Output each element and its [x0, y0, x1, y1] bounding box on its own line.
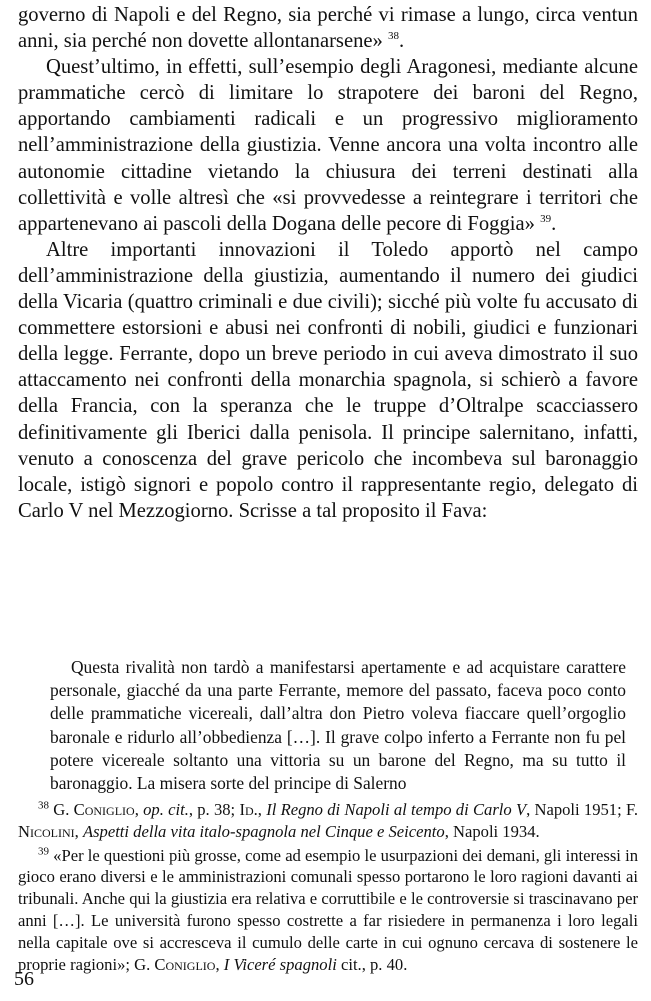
paragraph-1: governo di Napoli e del Regno, sia perché vi rimase a lungo, circa ventun anni, sia perché non dovette allontanarsene» $^{38}$.	[18, 4, 638, 53]
footnote-38: $^{38}$ G. Coniglio, op. cit., p. 38; Id., Il Regno di Napoli al tempo di Carlo V, Napoli 1951; F. Nicolini, Aspetti della vita italo-spagnola nel Cinque e Seicento, Napoli 1934.	[18, 799, 639, 841]
block-quote	[50, 656, 626, 795]
paragraph-3: Altre importanti innovazioni il Toledo apportò nel campo dell’amministrazione della giustizia, aumentando il numero dei giudici della Vicaria (quattro criminali e due civili); sicché più volte fu accusato di commettere estorsioni e abusi nei confronti di nobili, giudici e funzionari della legge. Ferrante, dopo un breve periodo in cui aveva dimostrato il suo attaccamento nei confronti della monarchia spagnola, si schierò a favore della Francia, con la speranza che le truppe d’Oltralpe scacciassero definitivamente gli Iberici dalla penisola. Il principe salernitano, infatti, venuto a conoscenza del grave pericolo che incombeva sul baronaggio locale, istigò signori e popolo contro il rappresentante regio, delegato di Carlo V nel Mezzogiorno. Scrisse a tal proposito il Fava:	[18, 238, 638, 522]
page-number: 56	[14, 968, 34, 990]
main-text	[18, 2, 638, 524]
paragraph-2: Quest’ultimo, in effetti, sull’esempio degli Aragonesi, mediante alcune prammatiche cercò di limitare lo strapotere dei baroni del Regno, apportando cambiamenti radicali e un progressivo miglioramento nell’amministrazione della giustizia. Venne ancora una volta incontro alle autonomie cittadine vietando la chiusura dei terreni destinati alla collettività e volle altresì che «si provvedesse a reintegrare i territori che appartenevano ai pascoli della Dogana delle pecore di Foggia» $^{39}$.	[18, 56, 638, 235]
footnote-39: $^{39}$ «Per le questioni più grosse, come ad esempio le usurpazioni dei demani, gli interessi in gioco erano diversi e le amministrazioni comunali spesso portarono le loro ragioni davanti ai tribunali. Anche qui la giustizia era relativa e corruttibile e le controversie si trascinavano per anni […]. Le università furono spesso costrette a far risiedere in permanenza i loro legali nella capitale ove si accresceva il cumulo delle carte in cui ognuno cercava di sostenere le proprie ragioni»; G. Coniglio, I Viceré spagnoli cit., p. 40.	[18, 845, 638, 974]
footnote-ref-39: 39	[540, 212, 552, 225]
footnote-ref-38: 38	[387, 30, 399, 43]
footnotes	[18, 799, 638, 977]
quote-text: Questa rivalità non tardò a manifestarsi apertamente e ad acquistare carattere personale, giacché da una parte Ferrante, memore del passato, faceva poco conto delle prammatiche vicereali, dall’altra don Pietro voleva fiaccare quell’orgoglio baronale e ridurlo all’obbedienza […]. Il grave colpo inferto a Ferrante non fu pel potere vicereale soltanto una vittoria su un barone del Regno, ma su tutto il baronaggio. La misera sorte del principe di Salerno	[50, 657, 626, 794]
